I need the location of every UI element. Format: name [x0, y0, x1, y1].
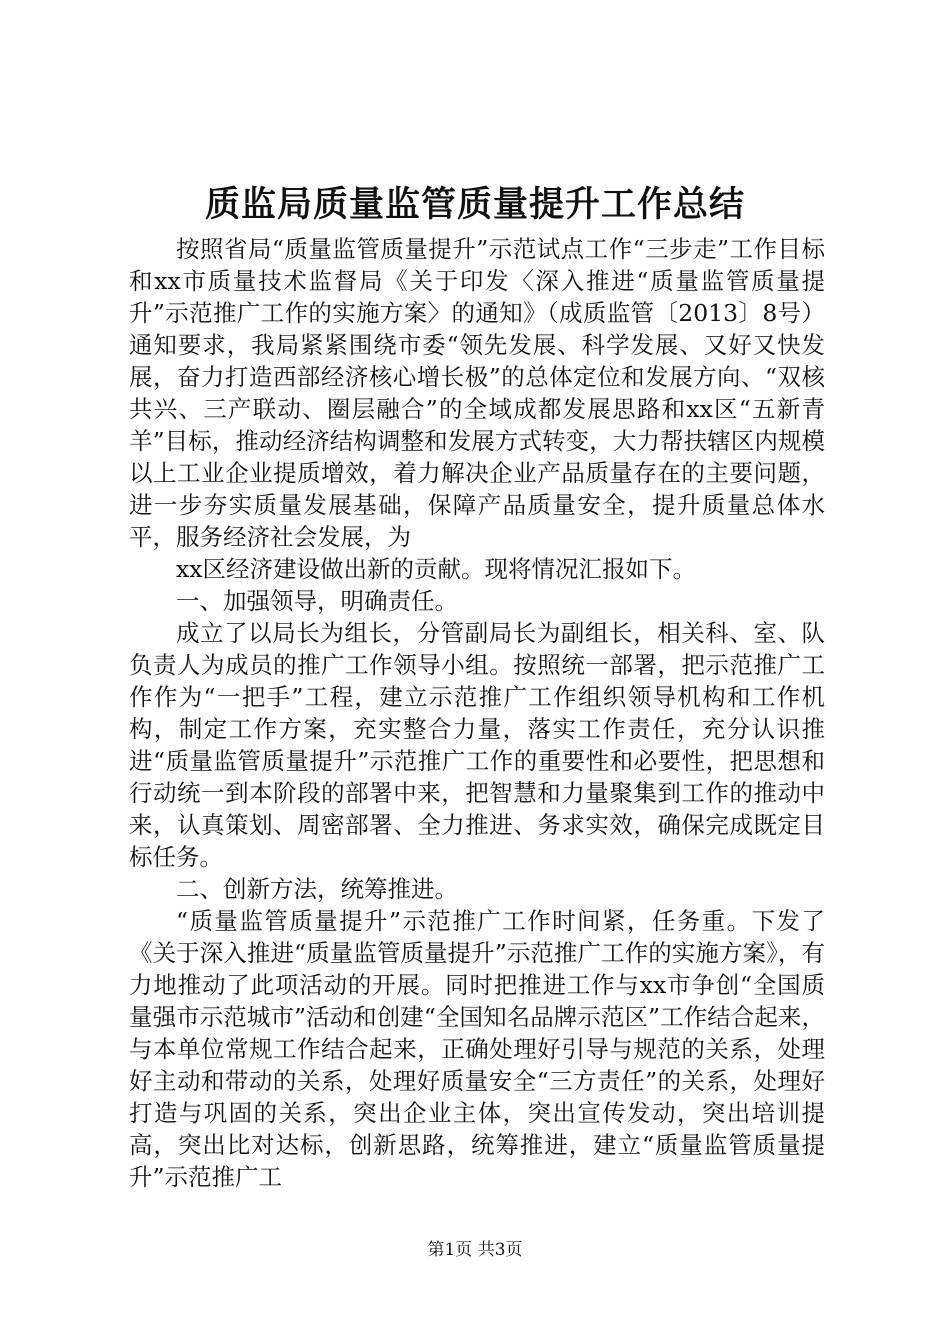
- section-heading-2: 二、创新方法，统筹推进。: [176, 875, 458, 903]
- paragraph-section-2: “质量监管质量提升”示范推广工作时间紧，任务重。下发了《关于深入推进“质量监管质量提升”示范推广工作的实施方案》，有力地推动了此项活动的开展。同时把推进工作与xx市争创“全国质量强市示范城市”活动和创建“全国知名品牌示范区”工作结合起来，与本单位常规工作结合起来，正确处理好引导与规范的关系，处理好主动和带动的关系，处理好质量安全“三方责任”的关系，处理好打造与巩固的关系，突出企业主体，突出宣传发动，突出培训提高，突出比对达标，创新思路，统筹推进，建立“质量监管质量提升”示范推广工: [129, 907, 825, 1191]
- document-title: 质监局质量监管质量提升工作总结: [204, 184, 745, 225]
- section-heading-1: 一、加强领导，明确责任。: [176, 587, 458, 615]
- paragraph-intro: 按照省局“质量监管质量提升”示范试点工作“三步走”工作目标和xx市质量技术监督局《关于印发〈深入推进“质量监管质量提升”示范推广工作的实施方案〉的通知》（成质监管〔2013〕8号）通知要求，我局紧紧围绕市委“领先发展、科学发展、又好又快发展，奋力打造西部经济核心增长极”的总体定位和发展方向、“双核共兴、三产联动、圈层融合”的全域成都发展思路和xx区“五新青羊”目标，推动经济结构调整和发展方式转变，大力帮扶辖区内规模以上工业企业提质增效，着力解决企业产品质量存在的主要问题，进一步夯实质量发展基础，保障产品质量安全，提升质量总体水平，服务经济社会发展，为: [129, 235, 825, 551]
- page-number: 第1页 共3页: [427, 1240, 523, 1260]
- document-body: [129, 233, 825, 1193]
- page-footer: [0, 1238, 950, 1262]
- paragraph-section-1: 成立了以局长为组长，分管副局长为副组长，相关科、室、队负责人为成员的推广工作领导小组。按照统一部署，把示范推广工作作为“一把手”工程，建立示范推广工作组织领导机构和工作机构，制定工作方案，充实整合力量，落实工作责任，充分认识推进“质量监管质量提升”示范推广工作的重要性和必要性，把思想和行动统一到本阶段的部署中来，把智慧和力量聚集到工作的推动中来，认真策划、周密部署、全力推进、务求实效，确保完成既定目标任务。: [129, 619, 825, 871]
- paragraph-intro-continued: xx区经济建设做出新的贡献。现将情况汇报如下。: [176, 555, 697, 583]
